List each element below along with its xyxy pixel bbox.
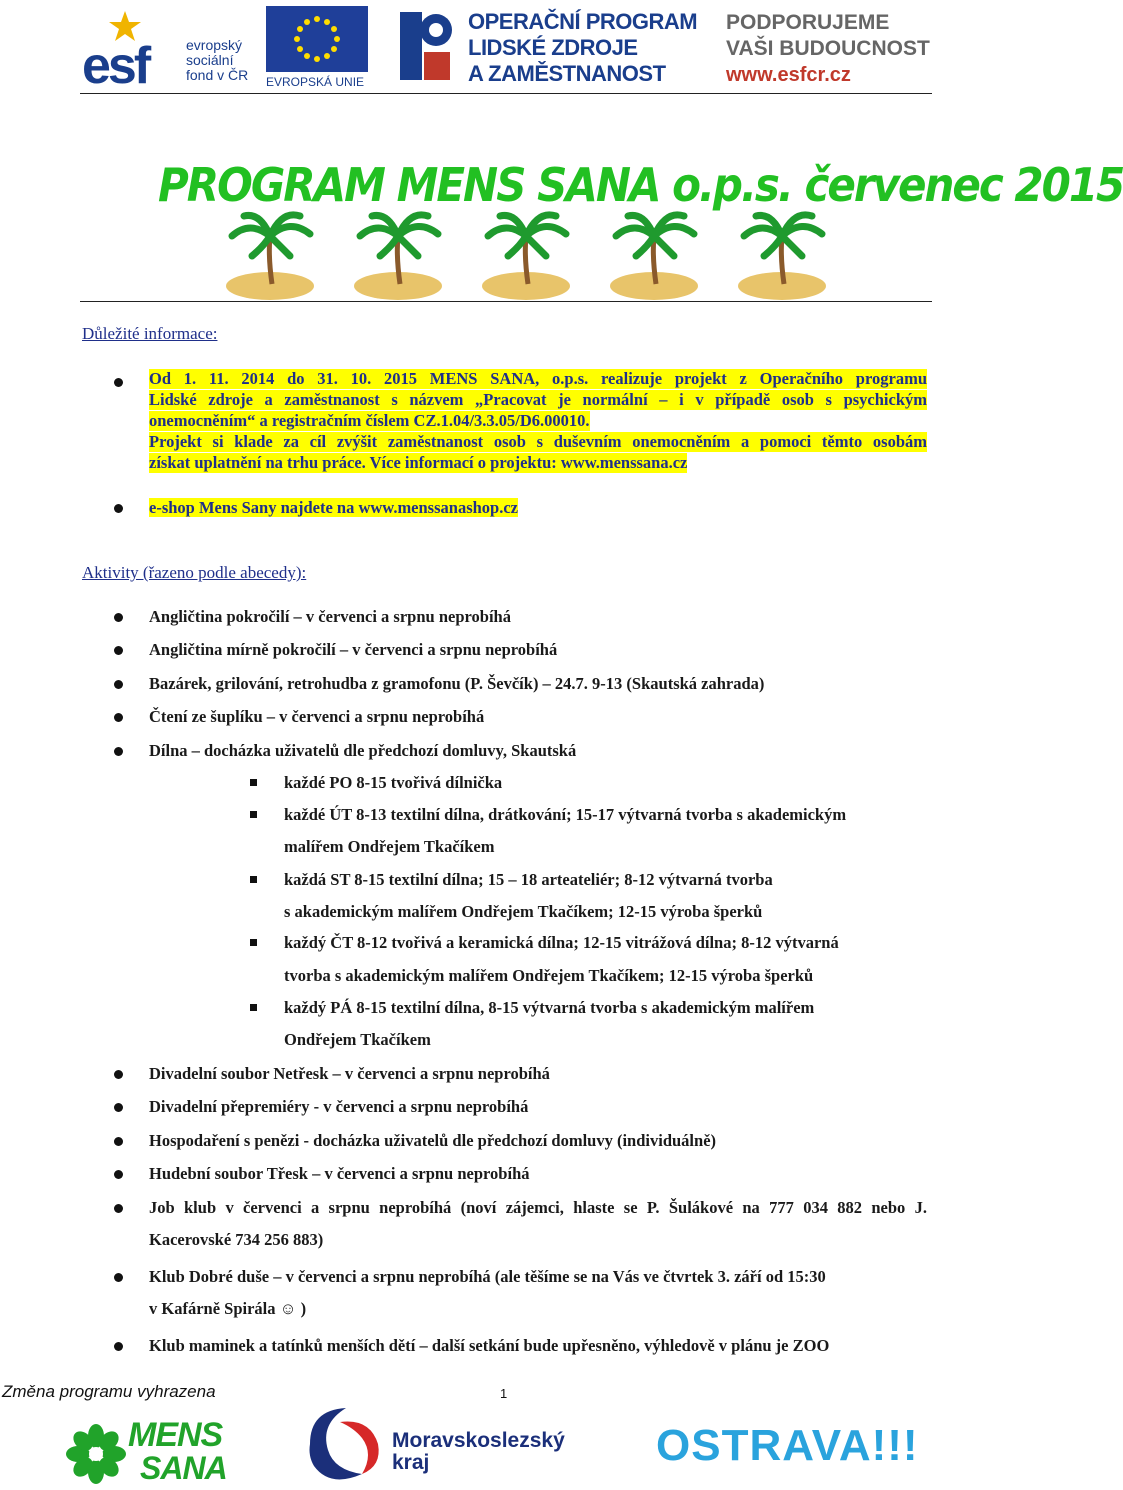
activity-item: Angličtina pokročilí – v červenci a srpnu neprobíhá: [149, 607, 511, 626]
workshop-item: každá ST 8-15 textilní dílna; 15 – 18 arteateliér; 8-12 výtvarná tvorba: [284, 870, 773, 889]
support-line: PODPORUJEME: [726, 11, 890, 34]
project-line: onemocněním“ a registračním číslem CZ.1.04/3.3.05/D6.00010.: [149, 411, 590, 430]
workshop-item: každý ČT 8-12 tvořivá a keramická dílna; 12-15 vitrážová dílna; 8-12 výtvarná: [284, 933, 839, 952]
activity-item: Divadelní přepremiéry - v červenci a srpnu neprobíhá: [149, 1097, 529, 1116]
activities-heading: Aktivity (řazeno podle abecedy):: [82, 563, 307, 582]
mens-sana-logo: [66, 1412, 256, 1486]
flower-icon: [66, 1424, 126, 1484]
msk-line: kraj: [392, 1451, 430, 1474]
square-bullet: [250, 939, 257, 946]
bullet-dot: [114, 1170, 123, 1179]
bullet-dot: [114, 1103, 123, 1112]
esf-caption-line: evropský: [186, 37, 243, 53]
support-slogan: [726, 10, 930, 88]
esf-logo: [82, 6, 182, 95]
activity-item: Hudební soubor Třesk – v červenci a srpnu neprobíhá: [149, 1164, 530, 1183]
workshop-item-cont: malířem Ondřejem Tkačíkem: [284, 837, 495, 856]
workshop-item: každé PO 8-15 tvořivá dílnička: [284, 773, 503, 792]
activity-item: Čtení ze šuplíku – v červenci a srpnu neprobíhá: [149, 707, 485, 726]
op-line: LIDSKÉ ZDROJE: [468, 35, 638, 60]
square-bullet: [250, 779, 257, 786]
op-program-name: [468, 9, 697, 87]
support-line: VAŠI BUDOUCNOST: [726, 37, 930, 60]
good-soul-cont: v Kafárně Spirála ☺ ): [149, 1299, 307, 1318]
msk-caption: [392, 1430, 565, 1474]
workshop-item-cont: tvorba s akademickým malířem Ondřejem Tkačíkem; 12-15 výroba šperků: [284, 966, 814, 985]
esf-caption-line: sociální: [186, 52, 234, 68]
footer-note: Změna programu vyhrazena: [2, 1382, 216, 1401]
op-line: A ZAMĚSTNANOST: [468, 61, 666, 86]
eu-caption: EVROPSKÁ UNIE: [266, 75, 365, 89]
support-url: www.esfcr.cz: [726, 64, 851, 86]
palm-island: [226, 215, 314, 300]
workshop-item-cont: Ondřejem Tkačíkem: [284, 1030, 431, 1049]
good-soul-item: Klub Dobré duše – v červenci a srpnu neprobíhá (ale těšíme se na Vás ve čtvrtek 3. září od 15:30: [149, 1267, 826, 1286]
esf-wordmark: esf: [82, 37, 149, 95]
eu-flag-icon: [266, 6, 368, 72]
bullet-dot: [114, 1204, 123, 1213]
mens-word: MENS: [128, 1416, 223, 1454]
title-banner: [80, 110, 1123, 302]
important-heading: Důležité informace:: [82, 324, 218, 343]
job-club-cont: Kacerovské 734 256 883): [149, 1230, 324, 1249]
job-club-item: [149, 1198, 927, 1218]
square-bullet: [250, 811, 257, 818]
bullet-dot: [114, 1137, 123, 1146]
job-club-line: Job klub v červenci a srpnu neprobíhá (noví zájemci, hlaste se P. Šulákové na 777 034 882 nebo J.: [149, 1198, 927, 1217]
bullet-dot: [114, 747, 123, 756]
bullet-dot: [114, 646, 123, 655]
bullet-dot: [114, 378, 123, 387]
activity-item: Divadelní soubor Netřesk – v červenci a srpnu neprobíhá: [149, 1064, 550, 1083]
page-title: PROGRAM MENS SANA o.p.s. červenec 2015: [158, 158, 1123, 212]
project-line: Od 1. 11. 2014 do 31. 10. 2015 MENS SANA, o.p.s. realizuje projekt z Operačního programu: [149, 369, 927, 388]
workshop-item: každé ÚT 8-13 textilní dílna, drátkování; 15-17 výtvarná tvorba s akademickým: [284, 805, 847, 824]
square-bullet: [250, 876, 257, 883]
bullet-dot: [114, 1070, 123, 1079]
esf-caption: [186, 38, 248, 83]
sana-word: SANA: [140, 1450, 227, 1486]
bullet-dot: [114, 680, 123, 689]
msk-emblem-icon: [300, 1404, 386, 1486]
eshop-line: e-shop Mens Sany najdete na www.menssanashop.cz: [149, 498, 519, 517]
project-line: získat uplatnění na trhu práce. Více informací o projektu: www.menssana.cz: [149, 453, 688, 472]
esf-caption-line: fond v ČR: [186, 67, 249, 83]
eshop-info: [149, 498, 518, 518]
bullet-dot: [114, 504, 123, 513]
project-line: Lidské zdroje a zaměstnanost s názvem „Pracovat je normální – i v případě osob s psychickým: [149, 390, 927, 409]
project-line: Projekt si klade za cíl zvýšit zaměstnanost osob s duševním onemocněním a pomoci těmto osobám: [149, 432, 927, 451]
project-info: [149, 369, 927, 473]
moravskoslezsky-kraj-logo: [300, 1404, 565, 1486]
header-logo-bar: [80, 0, 932, 94]
bullet-dot: [114, 613, 123, 622]
page-number: 1: [500, 1386, 508, 1401]
bullet-dot: [114, 1342, 123, 1351]
workshop-item-cont: s akademickým malířem Ondřejem Tkačíkem; 12-15 výroba šperků: [284, 902, 763, 921]
bullet-dot: [114, 713, 123, 722]
parents-club-item: Klub maminek a tatínků menších dětí – další setkání bude upřesněno, výhledově v plánu je ZOO: [149, 1336, 830, 1355]
activity-item: Dílna – docházka uživatelů dle předchozí domluvy, Skautská: [149, 741, 577, 760]
square-bullet: [250, 1004, 257, 1011]
activity-item: Angličtina mírně pokročilí – v červenci a srpnu neprobíhá: [149, 640, 558, 659]
palm-islands-illustration: [220, 206, 860, 302]
activity-item: Bazárek, grilování, retrohudba z gramofonu (P. Ševčík) – 24.7. 9-13 (Skautská zahrada): [149, 674, 765, 693]
activity-item: Hospodaření s penězi - docházka uživatelů dle předchozí domluvy (individuálně): [149, 1131, 717, 1150]
bullet-dot: [114, 1273, 123, 1282]
op-logo-icon: [398, 8, 456, 84]
ostrava-logo: OSTRAVA!!!: [656, 1421, 919, 1470]
msk-line: Moravskoslezský: [392, 1429, 565, 1452]
op-line: OPERAČNÍ PROGRAM: [468, 9, 698, 34]
workshop-item: každý PÁ 8-15 textilní dílna, 8-15 výtvarná tvorba s akademickým malířem: [284, 998, 815, 1017]
